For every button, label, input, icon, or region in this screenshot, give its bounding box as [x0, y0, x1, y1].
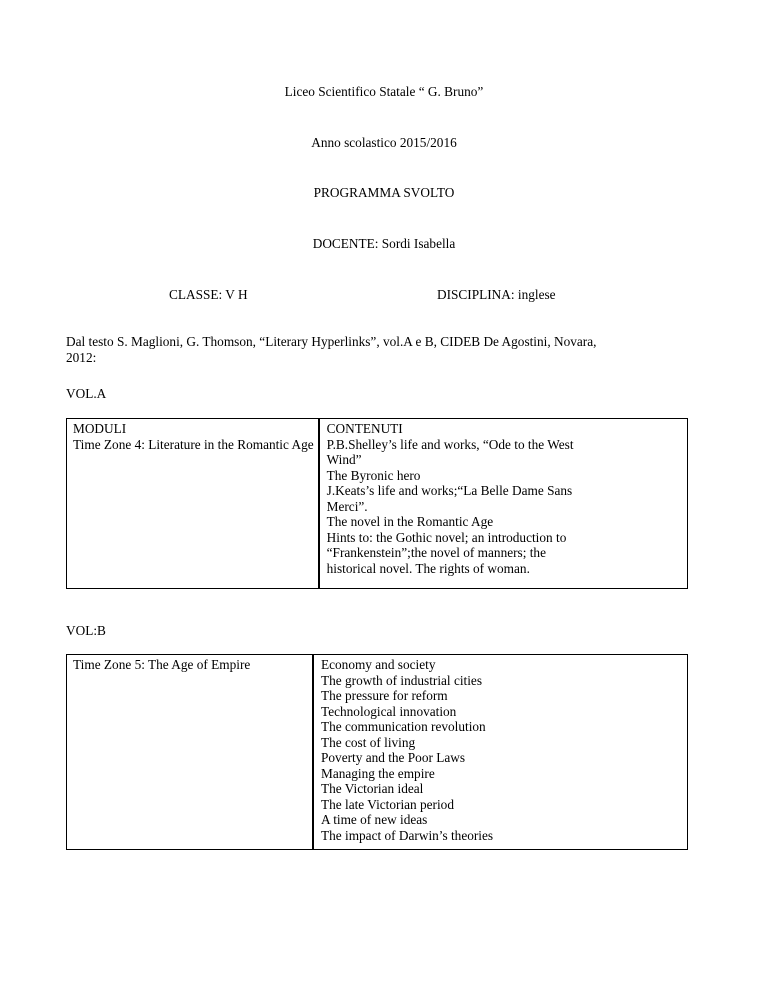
content-item: The novel in the Romantic Age [326, 514, 494, 529]
content-item: Merci”. [326, 498, 368, 514]
module-cell [67, 655, 313, 850]
content-item: The pressure for reform [321, 688, 448, 703]
content-item: Poverty and the Poor Laws [321, 750, 466, 765]
table-row [67, 419, 688, 589]
subject-label: DISCIPLINA: inglese [437, 287, 556, 302]
content-item: Economy and society [321, 657, 436, 672]
content-item: The growth of industrial cities [321, 672, 483, 688]
vol-a-label: VOL.A [66, 386, 107, 401]
document-title: PROGRAMMA SVOLTO [313, 185, 455, 200]
content-item: P.B.Shelley’s life and works, “Ode to the West [326, 436, 574, 452]
content-item: historical novel. The rights of woman. [326, 560, 530, 576]
vol-b-label: VOL:B [66, 623, 106, 638]
content-item: The cost of living [321, 734, 416, 750]
content-item: The impact of Darwin’s theories [321, 827, 494, 843]
vol-b-table [66, 654, 688, 850]
content-item: Managing the empire [321, 765, 435, 781]
class-label: CLASSE: V H [169, 287, 248, 302]
content-item: The late Victorian period [321, 796, 454, 812]
textbook-reference-line: Dal testo S. Maglioni, G. Thomson, “Literary Hyperlinks”, vol.A e B, CIDEB De Agostini, Novara, [66, 334, 597, 349]
content-item: The communication revolution [321, 719, 486, 734]
school-year: Anno scolastico 2015/2016 [311, 135, 457, 150]
vol-a-table [66, 418, 688, 589]
content-item: The Byronic hero [326, 467, 421, 483]
textbook-reference-line: 2012: [66, 349, 97, 365]
module-cell [67, 419, 319, 589]
module-title: Time Zone 4: Literature in the Romantic Age [73, 436, 314, 452]
content-item: Hints to: the Gothic novel; an introduction to [326, 529, 567, 545]
contents-cell [319, 419, 687, 589]
content-item: “Frankenstein”;the novel of manners; the [326, 545, 546, 560]
content-item: Wind” [326, 452, 362, 467]
content-item: Technological innovation [321, 703, 457, 719]
table-row [67, 655, 688, 850]
moduli-header: MODULI [73, 421, 127, 436]
module-title: Time Zone 5: The Age of Empire [73, 657, 251, 672]
content-item: A time of new ideas [321, 812, 428, 827]
teacher-name: DOCENTE: Sordi Isabella [312, 236, 456, 251]
contents-cell [314, 655, 688, 850]
contenuti-header: CONTENUTI [326, 421, 403, 436]
content-item: J.Keats’s life and works;“La Belle Dame Sans [326, 483, 573, 498]
content-item: The Victorian ideal [321, 781, 424, 796]
school-name: Liceo Scientifico Statale “ G. Bruno” [284, 84, 484, 99]
textbook-reference [66, 334, 706, 365]
